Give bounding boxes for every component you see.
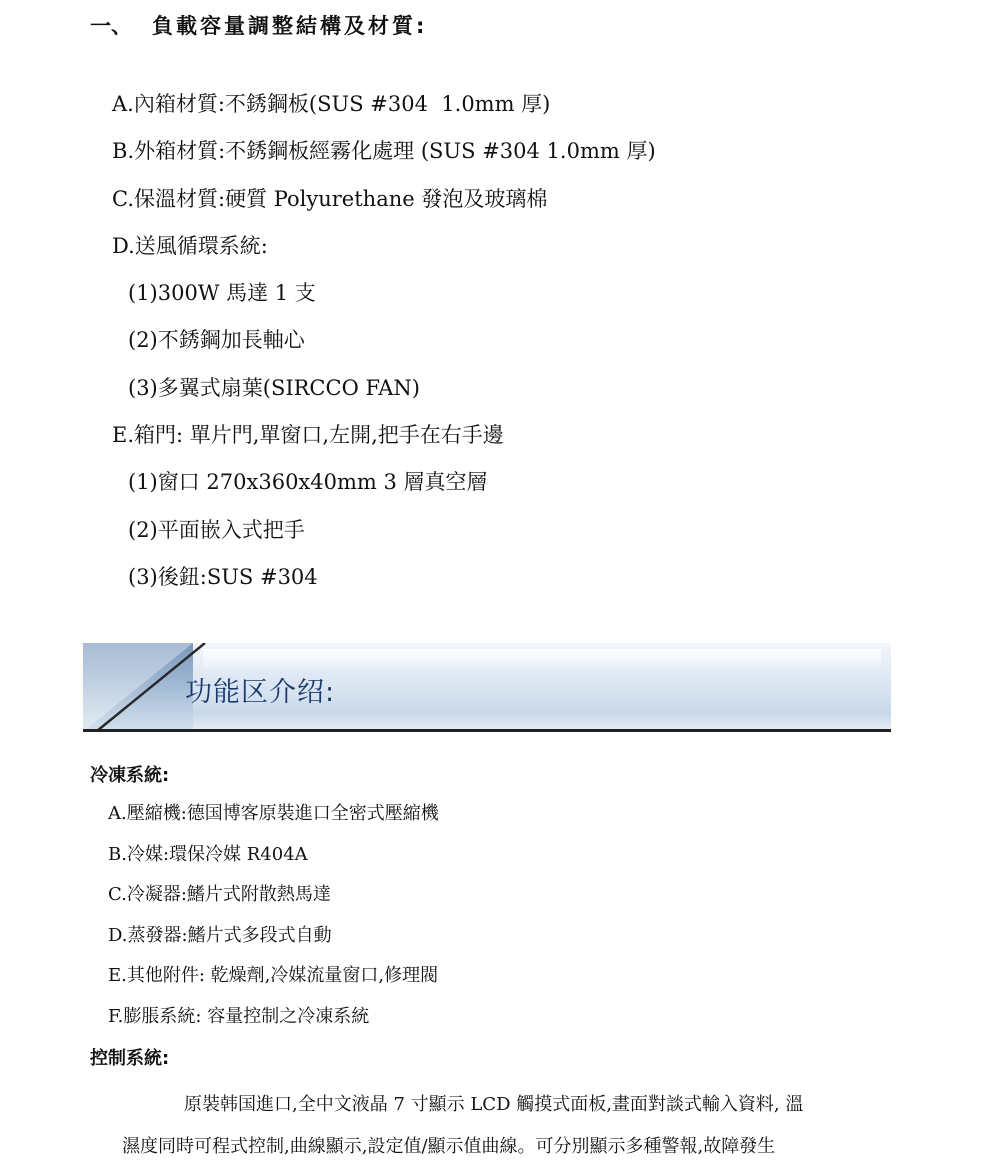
paragraph-line: 濕度同時可程式控制,曲線顯示,設定值/顯示值曲線。可分別顯示多種警報,故障發生 [122, 1136, 776, 1157]
spec-subitem: (2)平面嵌入式把手 [128, 517, 305, 542]
spec-item: E.箱門: 單片門,單窗口,左開,把手在右手邊 [112, 423, 504, 448]
paragraph-line: 原裝韩国進口,全中文液晶 7 寸顯示 LCD 觸摸式面板,畫面對談式輸入資料, 溫 [184, 1094, 804, 1115]
cooling-item: C.冷凝器:鰭片式附散熱馬達 [108, 884, 331, 905]
cooling-list [108, 800, 439, 1043]
cooling-heading: 冷凍系統: [90, 765, 170, 786]
control-heading: 控制系統: [90, 1048, 170, 1069]
cooling-item: B.冷媒:環保冷媒 R404A [108, 843, 308, 865]
spec-subitem: (3)後鈕:SUS #304 [128, 564, 318, 589]
cooling-item: E.其他附件: 乾燥劑,冷媒流量窗口,修理閥 [108, 965, 439, 986]
section-number: 一、 [90, 14, 132, 38]
function-banner [83, 643, 891, 732]
spec-item: A.內箱材質:不銹鋼板(SUS #304 1.0mm 厚) [112, 92, 551, 116]
cooling-item: A.壓縮機:德国博客原裝進口全密式壓縮機 [108, 803, 439, 824]
spec-subitem: (3)多翼式扇葉(SIRCCO FAN) [128, 375, 420, 400]
cooling-item: F.膨脹系統: 容量控制之冷凍系統 [108, 1005, 370, 1027]
banner-underline [83, 729, 891, 732]
section-title: 負載容量調整結構及材質: [152, 14, 428, 38]
spec-list [112, 88, 656, 608]
cooling-item: D.蒸發器:鰭片式多段式自動 [108, 924, 332, 946]
spec-subitem: (2)不銹鋼加長軸心 [128, 328, 305, 353]
control-paragraph [122, 1091, 922, 1175]
section-heading [90, 10, 427, 40]
spec-item: C.保溫材質:硬質 Polyurethane 發泡及玻璃棉 [112, 186, 548, 211]
spec-subitem: (1)窗口 270x360x40mm 3 層真空層 [128, 470, 488, 495]
spec-item: D.送風循環系統: [112, 233, 268, 258]
spec-item: B.外箱材質:不銹鋼板經霧化處理 (SUS #304 1.0mm 厚) [112, 139, 656, 164]
banner-title: 功能区介绍: [185, 677, 336, 708]
spec-subitem: (1)300W 馬達 1 支 [128, 281, 316, 306]
